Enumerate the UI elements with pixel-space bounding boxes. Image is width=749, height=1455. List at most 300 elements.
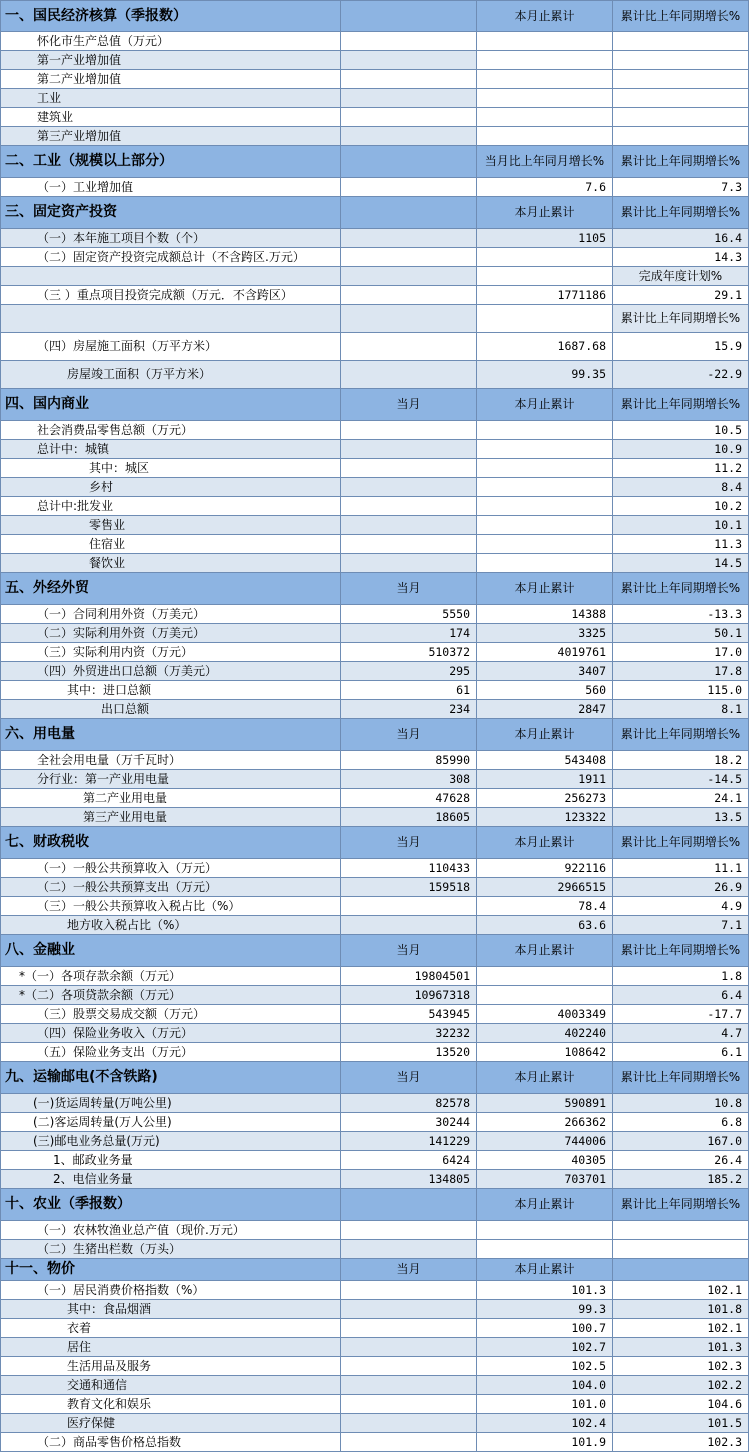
cell-growth: 完成年度计划%: [613, 267, 749, 286]
table-row: [0, 986, 749, 1005]
row-label: 第二产业增加值: [0, 70, 341, 89]
cell-cumulative: [477, 248, 613, 267]
cell-current-month: [341, 459, 477, 478]
section-title: 十、农业（季报数）: [0, 1189, 341, 1221]
cell-cumulative: 7.6: [477, 178, 613, 197]
cell-growth: 10.8: [613, 1094, 749, 1113]
cell-current-month: 18605: [341, 808, 477, 827]
cell-cumulative: [477, 535, 613, 554]
cell-cumulative: [477, 32, 613, 51]
header-growth: 累计比上年同期增长%: [613, 146, 749, 178]
cell-current-month: [341, 1357, 477, 1376]
cell-cumulative: 3407: [477, 662, 613, 681]
cell-cumulative: [477, 421, 613, 440]
table-row: [0, 1281, 749, 1300]
cell-cumulative: 14388: [477, 605, 613, 624]
cell-growth: 6.4: [613, 986, 749, 1005]
cell-growth: 8.4: [613, 478, 749, 497]
cell-cumulative: 1771186: [477, 286, 613, 305]
header-current-month: 当月: [341, 935, 477, 967]
cell-current-month: [341, 1338, 477, 1357]
table-row: [0, 1338, 749, 1357]
cell-current-month: [341, 440, 477, 459]
section-header: [0, 1189, 749, 1221]
cell-cumulative: 402240: [477, 1024, 613, 1043]
section-title: 一、国民经济核算（季报数）: [0, 0, 341, 32]
cell-growth: 29.1: [613, 286, 749, 305]
row-label: 总计中:批发业: [0, 497, 341, 516]
row-label: 2、电信业务量: [0, 1170, 341, 1189]
cell-current-month: [341, 554, 477, 573]
cell-cumulative: 99.35: [477, 361, 613, 389]
cell-growth: [613, 51, 749, 70]
cell-current-month: 13520: [341, 1043, 477, 1062]
table-row: [0, 916, 749, 935]
header-cumulative: 本月止累计: [477, 197, 613, 229]
table-row: [0, 770, 749, 789]
row-label: （一）本年施工项目个数（个）: [0, 229, 341, 248]
cell-current-month: 61: [341, 681, 477, 700]
section-header: [0, 573, 749, 605]
cell-current-month: [341, 897, 477, 916]
cell-cumulative: 922116: [477, 859, 613, 878]
table-row: [0, 789, 749, 808]
row-label: 居住: [0, 1338, 341, 1357]
cell-growth: 10.5: [613, 421, 749, 440]
cell-cumulative: 256273: [477, 789, 613, 808]
cell-growth: 10.9: [613, 440, 749, 459]
cell-growth: 50.1: [613, 624, 749, 643]
header-current-month: 当月: [341, 389, 477, 421]
cell-current-month: [341, 1240, 477, 1259]
header-current-month: 当月: [341, 1062, 477, 1094]
section-header: [0, 0, 749, 32]
cell-growth: -13.3: [613, 605, 749, 624]
cell-cumulative: 40305: [477, 1151, 613, 1170]
row-label: 其中：城区: [0, 459, 341, 478]
cell-growth: 102.1: [613, 1319, 749, 1338]
cell-current-month: 6424: [341, 1151, 477, 1170]
cell-growth: 26.4: [613, 1151, 749, 1170]
row-label: （一）合同利用外资（万美元）: [0, 605, 341, 624]
row-label: （三 ）重点项目投资完成额（万元．不含跨区）: [0, 286, 341, 305]
header-current-month: 当月: [341, 719, 477, 751]
table-row: [0, 440, 749, 459]
cell-current-month: [341, 70, 477, 89]
cell-cumulative: 703701: [477, 1170, 613, 1189]
header-current-month: [341, 0, 477, 32]
cell-cumulative: 101.0: [477, 1395, 613, 1414]
row-label: 零售业: [0, 516, 341, 535]
cell-growth: 167.0: [613, 1132, 749, 1151]
cell-cumulative: 543408: [477, 751, 613, 770]
cell-cumulative: 2847: [477, 700, 613, 719]
header-cumulative: 本月止累计: [477, 0, 613, 32]
row-label: [0, 305, 341, 333]
cell-growth: [613, 70, 749, 89]
cell-current-month: [341, 267, 477, 286]
cell-growth: 102.1: [613, 1281, 749, 1300]
table-row: [0, 700, 749, 719]
table-row: [0, 1395, 749, 1414]
cell-cumulative: 102.5: [477, 1357, 613, 1376]
cell-current-month: [341, 89, 477, 108]
cell-growth: 累计比上年同期增长%: [613, 305, 749, 333]
table-row: [0, 1113, 749, 1132]
row-label: *（一）各项存款余额（万元）: [0, 967, 341, 986]
cell-growth: 7.1: [613, 916, 749, 935]
cell-growth: 101.3: [613, 1338, 749, 1357]
cell-growth: 10.2: [613, 497, 749, 516]
cell-current-month: [341, 361, 477, 389]
cell-current-month: 141229: [341, 1132, 477, 1151]
cell-growth: 6.8: [613, 1113, 749, 1132]
header-growth: 累计比上年同期增长%: [613, 827, 749, 859]
row-label: （三）股票交易成交额（万元）: [0, 1005, 341, 1024]
cell-growth: [613, 1221, 749, 1240]
row-label: 出口总额: [0, 700, 341, 719]
table-row: [0, 535, 749, 554]
cell-cumulative: 590891: [477, 1094, 613, 1113]
table-row: [0, 497, 749, 516]
cell-current-month: 82578: [341, 1094, 477, 1113]
cell-current-month: 174: [341, 624, 477, 643]
cell-cumulative: 4019761: [477, 643, 613, 662]
row-label: 地方收入税占比（%）: [0, 916, 341, 935]
table-row: [0, 681, 749, 700]
row-label: 衣着: [0, 1319, 341, 1338]
row-label: 生活用品及服务: [0, 1357, 341, 1376]
row-label: 交通和通信: [0, 1376, 341, 1395]
cell-current-month: [341, 248, 477, 267]
row-label: (一)货运周转量(万吨公里): [0, 1094, 341, 1113]
cell-growth: 11.1: [613, 859, 749, 878]
table-row: [0, 229, 749, 248]
cell-growth: 17.8: [613, 662, 749, 681]
cell-cumulative: [477, 51, 613, 70]
cell-growth: 8.1: [613, 700, 749, 719]
cell-current-month: [341, 535, 477, 554]
cell-current-month: [341, 229, 477, 248]
header-cumulative: 本月止累计: [477, 827, 613, 859]
table-row: [0, 421, 749, 440]
cell-current-month: [341, 916, 477, 935]
cell-current-month: [341, 516, 477, 535]
header-current-month: [341, 197, 477, 229]
header-growth: 累计比上年同期增长%: [613, 1062, 749, 1094]
cell-current-month: 159518: [341, 878, 477, 897]
table-row: [0, 554, 749, 573]
row-label: （五）保险业务支出（万元）: [0, 1043, 341, 1062]
row-label: （一）农林牧渔业总产值（现价.万元）: [0, 1221, 341, 1240]
cell-cumulative: 104.0: [477, 1376, 613, 1395]
row-label: （三）实际利用内资（万元）: [0, 643, 341, 662]
table-row: [0, 751, 749, 770]
cell-cumulative: 4003349: [477, 1005, 613, 1024]
cell-cumulative: 101.9: [477, 1433, 613, 1452]
cell-current-month: [341, 305, 477, 333]
row-label: 第一产业增加值: [0, 51, 341, 70]
cell-cumulative: [477, 516, 613, 535]
cell-current-month: 110433: [341, 859, 477, 878]
table-row: [0, 516, 749, 535]
cell-cumulative: 63.6: [477, 916, 613, 935]
row-label: 总计中：城镇: [0, 440, 341, 459]
row-label: 分行业：第一产业用电量: [0, 770, 341, 789]
header-current-month: 当月: [341, 1259, 477, 1281]
header-cumulative: 本月止累计: [477, 1259, 613, 1281]
table-row: [0, 361, 749, 389]
cell-cumulative: 78.4: [477, 897, 613, 916]
table-row: [0, 897, 749, 916]
cell-growth: 11.3: [613, 535, 749, 554]
section-title: 九、运输邮电(不含铁路): [0, 1062, 341, 1094]
cell-cumulative: [477, 554, 613, 573]
header-cumulative: 当月比上年同月增长%: [477, 146, 613, 178]
cell-cumulative: 744006: [477, 1132, 613, 1151]
cell-current-month: [341, 32, 477, 51]
cell-current-month: [341, 1376, 477, 1395]
table-row: [0, 624, 749, 643]
row-label: 第三产业增加值: [0, 127, 341, 146]
table-row: [0, 459, 749, 478]
row-label: （二）商品零售价格总指数: [0, 1433, 341, 1452]
table-row: [0, 1024, 749, 1043]
header-growth: 累计比上年同期增长%: [613, 197, 749, 229]
cell-growth: 101.8: [613, 1300, 749, 1319]
row-label: 医疗保健: [0, 1414, 341, 1433]
header-cumulative: 本月止累计: [477, 719, 613, 751]
cell-cumulative: 3325: [477, 624, 613, 643]
section-header: [0, 719, 749, 751]
row-label: 住宿业: [0, 535, 341, 554]
row-label: （四）外贸进出口总额（万美元）: [0, 662, 341, 681]
cell-growth: 102.3: [613, 1357, 749, 1376]
row-label: (二)客运周转量(万人公里): [0, 1113, 341, 1132]
cell-current-month: [341, 478, 477, 497]
cell-cumulative: [477, 305, 613, 333]
cell-cumulative: [477, 986, 613, 1005]
table-row: [0, 127, 749, 146]
header-growth: 累计比上年同期增长%: [613, 0, 749, 32]
row-label: [0, 267, 341, 286]
section-header: [0, 1062, 749, 1094]
cell-growth: 4.9: [613, 897, 749, 916]
cell-current-month: 19804501: [341, 967, 477, 986]
cell-cumulative: [477, 440, 613, 459]
cell-growth: [613, 32, 749, 51]
header-cumulative: 本月止累计: [477, 935, 613, 967]
table-row: [0, 1132, 749, 1151]
row-label: 1、邮政业务量: [0, 1151, 341, 1170]
row-label: （三）一般公共预算收入税占比（%）: [0, 897, 341, 916]
header-growth: [613, 1259, 749, 1281]
cell-cumulative: 102.7: [477, 1338, 613, 1357]
table-row: [0, 267, 749, 286]
cell-current-month: 510372: [341, 643, 477, 662]
cell-current-month: [341, 421, 477, 440]
cell-cumulative: 108642: [477, 1043, 613, 1062]
section-title: 二、工业（规模以上部分）: [0, 146, 341, 178]
row-label: （一）一般公共预算收入（万元）: [0, 859, 341, 878]
cell-current-month: 295: [341, 662, 477, 681]
cell-cumulative: [477, 267, 613, 286]
cell-current-month: [341, 1433, 477, 1452]
row-label: 全社会用电量（万千瓦时）: [0, 751, 341, 770]
row-label: （二）一般公共预算支出（万元）: [0, 878, 341, 897]
section-title: 十一、物价: [0, 1259, 341, 1281]
table-row: [0, 1221, 749, 1240]
cell-growth: 6.1: [613, 1043, 749, 1062]
section-title: 五、外经外贸: [0, 573, 341, 605]
cell-current-month: [341, 1395, 477, 1414]
table-row: [0, 1240, 749, 1259]
cell-current-month: [341, 1319, 477, 1338]
row-label: 工业: [0, 89, 341, 108]
cell-growth: 24.1: [613, 789, 749, 808]
header-growth: 累计比上年同期增长%: [613, 935, 749, 967]
cell-current-month: 543945: [341, 1005, 477, 1024]
header-cumulative: 本月止累计: [477, 573, 613, 605]
cell-current-month: 134805: [341, 1170, 477, 1189]
table-row: [0, 89, 749, 108]
cell-growth: 7.3: [613, 178, 749, 197]
table-row: [0, 178, 749, 197]
row-label: 建筑业: [0, 108, 341, 127]
cell-cumulative: [477, 497, 613, 516]
row-label: 怀化市生产总值（万元）: [0, 32, 341, 51]
row-label: 其中：食品烟酒: [0, 1300, 341, 1319]
cell-current-month: [341, 286, 477, 305]
cell-cumulative: [477, 127, 613, 146]
cell-cumulative: [477, 967, 613, 986]
cell-current-month: [341, 108, 477, 127]
cell-cumulative: 99.3: [477, 1300, 613, 1319]
cell-cumulative: 1911: [477, 770, 613, 789]
table-row: [0, 967, 749, 986]
row-label: *（二）各项贷款余额（万元）: [0, 986, 341, 1005]
table-row: [0, 1043, 749, 1062]
table-row: [0, 305, 749, 333]
section-title: 八、金融业: [0, 935, 341, 967]
section-title: 三、固定资产投资: [0, 197, 341, 229]
cell-current-month: 10967318: [341, 986, 477, 1005]
cell-cumulative: [477, 89, 613, 108]
cell-current-month: [341, 1414, 477, 1433]
cell-cumulative: [477, 1221, 613, 1240]
row-label: （二）生猪出栏数（万头）: [0, 1240, 341, 1259]
cell-cumulative: [477, 108, 613, 127]
cell-growth: 10.1: [613, 516, 749, 535]
header-growth: 累计比上年同期增长%: [613, 389, 749, 421]
table-row: [0, 51, 749, 70]
table-row: [0, 605, 749, 624]
cell-growth: 18.2: [613, 751, 749, 770]
cell-growth: [613, 1240, 749, 1259]
table-row: [0, 1170, 749, 1189]
cell-growth: 14.5: [613, 554, 749, 573]
cell-growth: 15.9: [613, 333, 749, 361]
cell-current-month: [341, 1281, 477, 1300]
cell-current-month: 30244: [341, 1113, 477, 1132]
table-row: [0, 1414, 749, 1433]
header-current-month: [341, 146, 477, 178]
cell-growth: 102.2: [613, 1376, 749, 1395]
section-title: 七、财政税收: [0, 827, 341, 859]
row-label: （二）实际利用外资（万美元）: [0, 624, 341, 643]
row-label: 餐饮业: [0, 554, 341, 573]
table-row: [0, 248, 749, 267]
cell-current-month: 32232: [341, 1024, 477, 1043]
section-title: 六、用电量: [0, 719, 341, 751]
cell-current-month: [341, 1300, 477, 1319]
cell-growth: 4.7: [613, 1024, 749, 1043]
cell-current-month: [341, 333, 477, 361]
row-label: (三)邮电业务总量(万元): [0, 1132, 341, 1151]
table-row: [0, 1300, 749, 1319]
header-current-month: 当月: [341, 827, 477, 859]
section-title: 四、国内商业: [0, 389, 341, 421]
header-current-month: [341, 1189, 477, 1221]
cell-growth: 1.8: [613, 967, 749, 986]
row-label: （四）保险业务收入（万元）: [0, 1024, 341, 1043]
cell-growth: 13.5: [613, 808, 749, 827]
cell-cumulative: 123322: [477, 808, 613, 827]
cell-current-month: 234: [341, 700, 477, 719]
header-cumulative: 本月止累计: [477, 389, 613, 421]
row-label: 教育文化和娱乐: [0, 1395, 341, 1414]
table-row: [0, 1005, 749, 1024]
row-label: 乡村: [0, 478, 341, 497]
cell-current-month: 5550: [341, 605, 477, 624]
cell-growth: 185.2: [613, 1170, 749, 1189]
table-row: [0, 286, 749, 305]
cell-growth: -22.9: [613, 361, 749, 389]
row-label: 第二产业用电量: [0, 789, 341, 808]
header-growth: 累计比上年同期增长%: [613, 719, 749, 751]
cell-cumulative: 100.7: [477, 1319, 613, 1338]
row-label: （一）工业增加值: [0, 178, 341, 197]
section-header: [0, 1259, 749, 1281]
cell-growth: 14.3: [613, 248, 749, 267]
table-row: [0, 1319, 749, 1338]
cell-current-month: [341, 497, 477, 516]
cell-growth: [613, 89, 749, 108]
row-label: 房屋竣工面积（万平方米）: [0, 361, 341, 389]
cell-current-month: [341, 127, 477, 146]
row-label: （四）房屋施工面积（万平方米）: [0, 333, 341, 361]
cell-growth: 101.5: [613, 1414, 749, 1433]
cell-current-month: 308: [341, 770, 477, 789]
header-cumulative: 本月止累计: [477, 1189, 613, 1221]
cell-growth: 17.0: [613, 643, 749, 662]
cell-current-month: 47628: [341, 789, 477, 808]
table-row: [0, 32, 749, 51]
cell-growth: 16.4: [613, 229, 749, 248]
table-row: [0, 1094, 749, 1113]
cell-cumulative: 1105: [477, 229, 613, 248]
header-current-month: 当月: [341, 573, 477, 605]
cell-cumulative: [477, 459, 613, 478]
header-growth: 累计比上年同期增长%: [613, 573, 749, 605]
section-header: [0, 197, 749, 229]
cell-growth: 115.0: [613, 681, 749, 700]
cell-growth: [613, 127, 749, 146]
row-label: 社会消费品零售总额（万元）: [0, 421, 341, 440]
section-header: [0, 146, 749, 178]
cell-cumulative: [477, 1240, 613, 1259]
cell-cumulative: 101.3: [477, 1281, 613, 1300]
